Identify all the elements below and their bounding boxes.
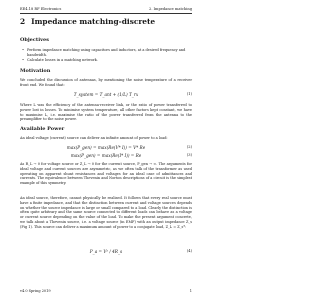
available-power-paragraph-3: An ideal source, therefore, cannot physically be realised. It follows that every real source must have a finite impedance, and that the distinction between current and voltage sources depends on whether the source impedance is large or small compared to a load. Clearly the distinction is often quite arbitrary and the same source connected to different loads can behave as a voltage or current source depending on the value of the load. To make the present argument concrete, we talk about a Thevenin source, i.e. a voltage source (in EMF) with an output impedance Z_s (Fig 1). This source can deliver a maximum amount of power to a conjugate load, Z_L = Z_s*:	[20, 196, 192, 229]
equation-1-number: (1)	[186, 92, 192, 96]
equation-3: max(P_gen) = max(Re(I* I)) = Re	[70, 153, 142, 158]
available-power-paragraph-2: As R_L → 0 for voltage source or Z_L → 0 for the current source, P_gen → ∞. The arguments for ideal voltage and current sources are asymmetric, as we often talk of the transformer as used operating on apparent shunt resistances and voltages for an ideal case of admittances and currents. The equivalence between Thevenin and Norton descriptions of a circuit is the simplest example of this symmetry.	[20, 162, 192, 186]
available-power-heading: Available Power	[20, 126, 65, 132]
header-course: EE4.18 RF Electronics	[20, 7, 62, 11]
section-title	[20, 17, 155, 26]
motivation-heading: Motivation	[20, 68, 51, 74]
list-item: • Perform impedance matching using capacitors and inductors, at a desired frequency and bandwidth.	[22, 48, 192, 58]
equation-2-number: (2)	[186, 145, 192, 149]
page-number: 1	[189, 289, 192, 293]
objectives-list	[22, 48, 192, 62]
equation-4-number: (4)	[186, 249, 192, 253]
motivation-paragraph-2: Where L was the efficiency of the antenna-receiver link, or the ratio of power transferred to power lost in losses. To minimise system temperature, all other factors kept constant, we have to maximise L, i.e. maximise the ratio of the power transferred from the antenna to the preamplifier to the noise power.	[20, 103, 192, 122]
footer-version: v4.0 Spring 2019	[20, 289, 51, 293]
section-number: 2	[20, 17, 26, 26]
header-section: 2. Impedance matching	[149, 7, 192, 11]
equation-3-number: (3)	[186, 153, 192, 157]
equation-1: T_system = T_ant + (1/L) T_rx	[73, 92, 139, 97]
section-title-text: Impedance matching-discrete	[31, 17, 156, 26]
list-item: • Calculate losses in a matching network.	[22, 58, 192, 63]
motivation-paragraph-1: We concluded the discussion of antennas, by mentioning the noise temperature of a receiver front end. We found that:	[20, 78, 192, 87]
available-power-paragraph-1: An ideal voltage (current) source can deliver an infinite amount of power to a load:	[20, 136, 168, 140]
header-rule	[20, 13, 192, 14]
objectives-heading: Objectives	[20, 37, 49, 43]
equation-4: P_a = V² / 4R_s	[89, 249, 123, 254]
running-header	[20, 7, 192, 11]
page-footer	[20, 289, 192, 293]
equation-2: max(P_gen) = max(Re(V* I)) = V* Re	[66, 145, 146, 150]
